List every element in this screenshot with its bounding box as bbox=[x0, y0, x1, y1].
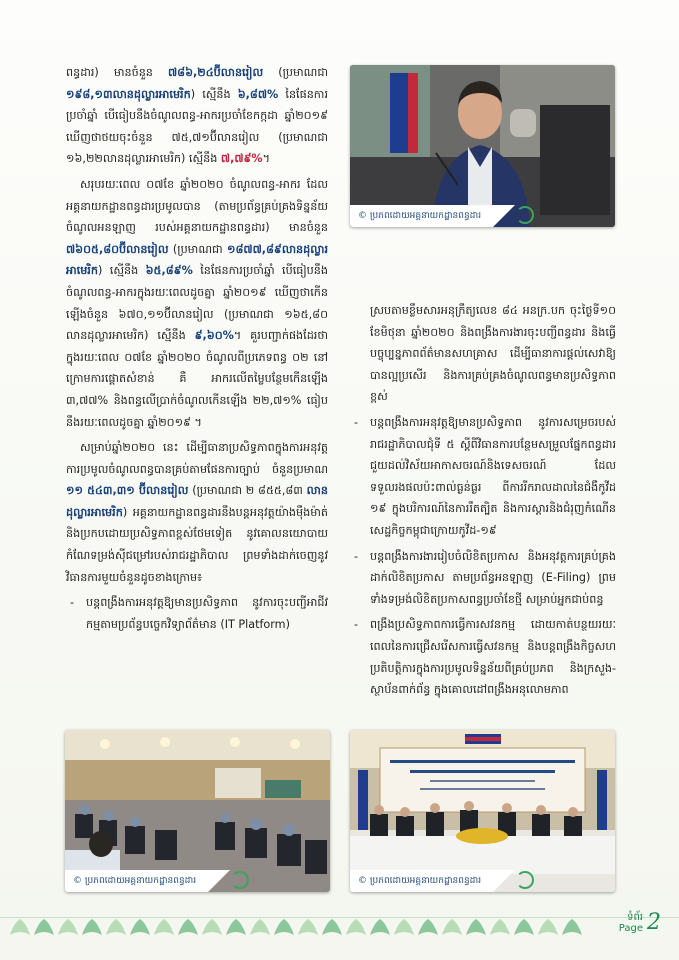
text-run: ) ស្មើនឹង bbox=[97, 264, 146, 278]
photo-caption: © ប្រភពដោយអគ្គនាយកដ្ឋានពន្ធដារ bbox=[65, 870, 208, 892]
ornament-motif bbox=[154, 919, 174, 935]
ornament-motif bbox=[346, 919, 366, 935]
photo-caption: © ប្រភពដោយអគ្គនាយកដ្ឋានពន្ធដារ bbox=[350, 870, 493, 892]
ornament-motif bbox=[370, 919, 390, 935]
ornament-motif bbox=[250, 919, 270, 935]
ornament-motif bbox=[322, 919, 342, 935]
bullet-4: - ពង្រឹងប្រសិទ្ធភាពការធ្វើការសវនកម្ម ដោយកាត់បន្ថយរយៈពេលនៃការជ្រើសរើសការធ្វើសវនកម្ម និងបន្តពង្រឹងកិច្ចសហប្រតិបត្តិការក្នុងការប្រមូលទិន្នន័យពីគ្រប់ប្រភព និងក្រសួង-ស្ថាប័នពាក់ព័ន្ធ ក្នុងគោលដៅពង្រឹងអនុលោមភាព bbox=[350, 614, 616, 700]
ornament-motif bbox=[130, 919, 150, 935]
ornament-motif bbox=[10, 919, 30, 935]
ornament-motif bbox=[82, 919, 102, 935]
paragraph-2 bbox=[66, 174, 328, 433]
ceremony-illustration bbox=[350, 730, 615, 892]
ornament-motif bbox=[202, 919, 222, 935]
ornament-motif bbox=[274, 919, 294, 935]
text-run: ) អគ្គនាយកដ្ឋានពន្ធដារនឹងបន្តអនុវត្តយ៉ាងម៉ឺងម៉ាត់ និងប្រកបដោយប្រសិទ្ធភាពខ្ពស់ថែមទៀត នូវគោលនយោបាយកំណែទម្រង់ស៊ីជម្រៅរបស់រាជរដ្ឋាភិបាល ព្រមទាំងដាក់ចេញនូវវិធានការមួយចំនួនដូចខាងក្រោម៖ bbox=[66, 505, 328, 584]
text-run: ពន្ធដារ) មានចំនួន bbox=[66, 66, 168, 79]
photo-audience bbox=[65, 730, 330, 892]
right-column bbox=[350, 300, 616, 705]
text-run: សម្រាប់ឆ្នាំ២០២០ នេះ ដើម្បីធានាប្រសិទ្ធភាពក្នុងការអនុវត្តការប្រមូលចំណូលពន្ធបានគ្រប់តាមផែនការច្បាប់ ចំនួនប្រមាណ bbox=[66, 441, 328, 476]
ornament-motif bbox=[442, 919, 462, 935]
bullet-2: - បន្តពង្រឹងការអនុវត្តឱ្យមានប្រសិទ្ធភាព នូវការសម្រេចរបស់រាជរដ្ឋាភិបាលជុំទី ៥ ស្តីពីវិធានការបន្ថែមសម្រួលផ្នែកពន្ធដារ ជួយដល់វិស័យអាកាសចរណ៍និងទេសចរណ៍ ដែលទទួលរងផលប៉ះពាល់ធ្ងន់ធ្ងរ ពីការរីករាលដាលនៃជំងឺកូវីដ ១៩ ក្នុងបរិការណ៍នៃការរឹតត្បិត និងការស្តារនិងជំរុញកំណើនសេដ្ឋកិច្ចកម្ពុជាក្រោយកូវីដ-១៩ bbox=[350, 412, 616, 542]
highlight-figure: ៩,៦០% bbox=[194, 329, 234, 343]
ornament-motif bbox=[298, 919, 318, 935]
highlight-figure: ៦,៨៧% bbox=[237, 87, 279, 101]
ornament-motif bbox=[106, 919, 126, 935]
footer-ornament bbox=[0, 905, 679, 945]
page-number-block bbox=[619, 912, 661, 934]
photo-caption: © ប្រភពដោយអគ្គនាយកដ្ឋានពន្ធដារ bbox=[350, 205, 493, 227]
left-column bbox=[66, 62, 328, 639]
audience-illustration bbox=[65, 730, 330, 892]
text-run: នៃផែនការប្រចាំឆ្នាំ បើធៀបនឹងចំណូលពន្ធ-អាករប្រចាំខែកក្កដា ឆ្នាំ២០១៩ ឃើញថាថយចុះចំនួន ៧៥,៧១ប៊ីលានរៀល (ប្រមាណជា ១៦,២២លានដុល្លារអាមេរិក) ស្មើនឹង bbox=[66, 87, 328, 166]
highlight-figure: ៦៥,៨៩% bbox=[145, 264, 193, 278]
text-run: ) ស្មើនឹង bbox=[190, 87, 238, 101]
ornament-motif bbox=[178, 919, 198, 935]
ornament-motif bbox=[562, 919, 582, 935]
highlight-figure: ១១ ៥៤៣,៣១ ប៊ីលានរៀល bbox=[66, 484, 189, 498]
text-run: ។ គួរបញ្ជាក់ផងដែរថា ក្នុងរយៈពេល ០៧ខែ ឆ្នាំ២០២០ ចំណូលពីប្រភេទពន្ធ ០២ នៅក្រោមការផ្តោតសំខាន់ គឺ អាករលើតម្លៃបន្ថែមកើនឡើង ៣,៧៧% និងពន្ធលើប្រាក់ចំណូលកើនឡើង ២២,៧១% ធៀបនឹងរយៈពេលដូចគ្នា ឆ្នាំ២០១៩ ។ bbox=[66, 329, 328, 429]
ornament-motif bbox=[58, 919, 78, 935]
page-label-en: Page bbox=[618, 923, 643, 934]
bullet-1-continuation: ស្របតាមខ្លឹមសារអនុក្រឹត្យលេខ ៨៤ អនក្រ.បក ចុះថ្ងៃទី១០ ខែមិថុនា ឆ្នាំ២០២០ និងពង្រឹងការងារចុះបញ្ជីពន្ធដារ និងធ្វើបច្ចុប្បន្នភាពព័ត៌មានសហគ្រាស ដើម្បីធានាការផ្តល់សេវាឱ្យបានល្អប្រសើរ និងការគ្រប់គ្រងចំណូលពន្ធមានប្រសិទ្ធភាពខ្ពស់ bbox=[370, 304, 616, 404]
bullet-1: - បន្តពង្រឹងការអនុវត្តឱ្យមានប្រសិទ្ធភាព នូវការចុះបញ្ជីអាជីវកម្មតាមប្រព័ន្ធបច្ចេកវិទ្យាព័ត៌មាន (IT Platform) bbox=[66, 592, 328, 635]
leaf-logo-icon bbox=[516, 206, 534, 224]
text-run: (ប្រមាណជា bbox=[168, 242, 227, 256]
highlight-figure: ៧៨៦,២៤ប៊ីលានរៀល bbox=[167, 66, 264, 79]
highlight-figure: ១៩៨,១៣លានដុល្លារអាមេរិក bbox=[66, 87, 191, 101]
highlight-figure: ៧,៧៩% bbox=[220, 152, 263, 166]
highlight-figure: ៧៦០៥,៨០ប៊ីលានរៀល bbox=[66, 242, 169, 256]
speaker-illustration bbox=[350, 65, 615, 227]
ornament-motif bbox=[226, 919, 246, 935]
leaf-logo-icon bbox=[516, 871, 534, 889]
ornament-motif bbox=[418, 919, 438, 935]
bullet-3: - បន្តពង្រឹងការងាររៀបចំលិខិតប្រកាស និងអនុវត្តការគ្រប់គ្រងដាក់លិខិតប្រកាស តាមប្រព័ន្ធអនឡាញ (E-Filing) ព្រមទាំងទម្រង់លិខិតប្រកាសពន្ធប្រចាំខែថ្មី សម្រាប់អ្នកជាប់ពន្ធ bbox=[350, 546, 616, 611]
ornament-motif bbox=[538, 919, 558, 935]
ornament-motif bbox=[466, 919, 486, 935]
photo-speaker bbox=[350, 65, 615, 227]
page-label-km: ទំព័រ bbox=[627, 912, 643, 923]
highlight-figure: ១៨៧៧,៨៩លានដុល្លារអាមេរិក bbox=[66, 242, 328, 278]
ornament-motif bbox=[34, 919, 54, 935]
paragraph-3 bbox=[66, 437, 328, 588]
paragraph-1 bbox=[66, 62, 328, 170]
text-run: នៃផែនការប្រចាំឆ្នាំ បើធៀបនឹងចំណូលពន្ធ-អាករក្នុងរយៈពេលដូចគ្នា ឆ្នាំ២០១៩ ឃើញថាកើនឡើងចំនួន ៦៧០,១១ប៊ីលានរៀល (ប្រមាណជា ១៦៥,៨០ លានដុល្លារអាមេរិក) ស្មើនឹង bbox=[66, 264, 328, 343]
highlight-figure: លានដុល្លារអាមេរិក bbox=[66, 484, 328, 519]
leaf-logo-icon bbox=[231, 871, 249, 889]
text-run: សរុបរយៈពេល ០៧ខែ ឆ្នាំ២០២០ ចំណូលពន្ធ-អាករ ដែលអគ្គនាយកដ្ឋានពន្ធដារប្រមូលបាន (តាមប្រព័ន្ធគ្រប់គ្រងទិន្នន័យចំណូលអនឡាញ របស់អគ្គនាយកដ្ឋានពន្ធដារ) មានចំនួន bbox=[66, 177, 328, 235]
text-run: (ប្រមាណជា ២ ៨៥៥,៨៣ bbox=[188, 484, 307, 498]
page-label bbox=[619, 912, 643, 934]
text-run: ។ bbox=[262, 152, 271, 166]
ornament-motif bbox=[514, 919, 534, 935]
ornament-motif bbox=[490, 919, 510, 935]
ornament-motif bbox=[394, 919, 414, 935]
photo-ceremony bbox=[350, 730, 615, 892]
page-number: 2 bbox=[647, 910, 661, 935]
text-run: (ប្រមាណជា bbox=[263, 66, 328, 79]
